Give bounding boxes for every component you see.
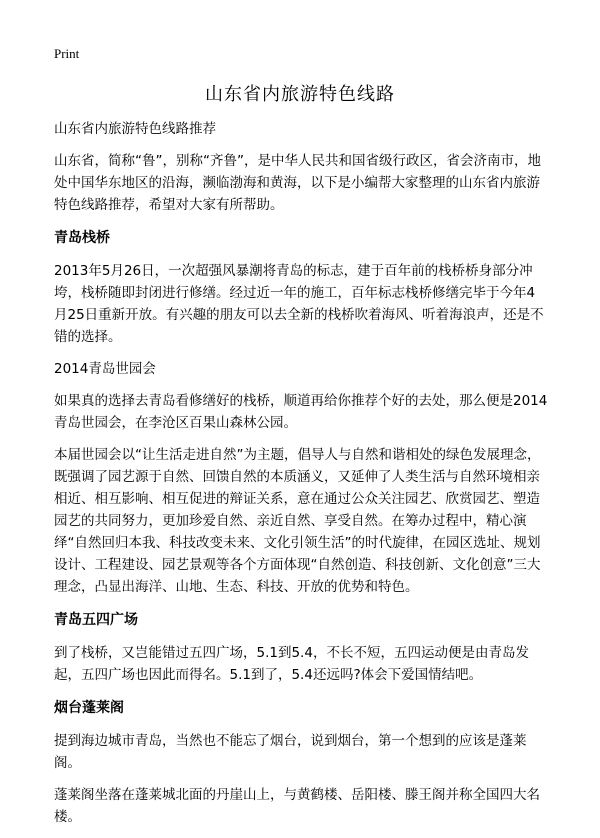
section-heading-may-fourth-square: 青岛五四广场 <box>54 612 138 628</box>
section-paragraph: 蓬莱阁坐落在蓬莱城北面的丹崖山上，与黄鹤楼、岳阳楼、滕王阁并称全国四大名楼。 <box>54 787 540 825</box>
section-paragraph: 2013年5月26日，一次超强风暴潮将青岛的标志，建于百年前的栈桥桥身部分冲垮，栈桥随即封闭进行修缮。经过近一年的施工，百年标志栈桥修缮完毕于今年4月25日重新开放。有兴趣的朋友可以去全新的栈桥吹着海风、听着海浪声，还是不错的选择。 <box>54 263 544 345</box>
print-link[interactable]: Print <box>54 46 80 61</box>
article-body <box>54 118 548 838</box>
section-heading-penglai-pavilion: 烟台蓬莱阁 <box>54 700 124 716</box>
section-heading-zhanqiao: 青岛栈桥 <box>54 230 110 246</box>
section-paragraph: 如果真的选择去青岛看修缮好的栈桥，顺道再给你推荐个好的去处，那么便是2014青岛世园会，在李沧区百果山森林公园。 <box>54 393 548 431</box>
intro-paragraph: 山东省，简称“鲁”，别称“齐鲁”，是中华人民共和国省级行政区，省会济南市，地处中国华东地区的沿海，濒临渤海和黄海，以下是小编帮大家整理的山东省内旅游特色线路推荐，希望对大家有所帮助。 <box>54 153 541 213</box>
section-paragraph: 提到海边城市青岛，当然也不能忘了烟台，说到烟台，第一个想到的应该是蓬莱阁。 <box>54 733 527 771</box>
article-subtitle: 山东省内旅游特色线路推荐 <box>54 121 216 137</box>
section-subheading-expo: 2014青岛世园会 <box>54 361 156 377</box>
page-title: 山东省内旅游特色线路 <box>205 84 395 105</box>
section-paragraph: 到了栈桥，又岂能错过五四广场，5.1到5.4，不长不短，五四运动便是由青岛发起，五四广场也因此而得名。5.1到了，5.4还远吗?体会下爱国情结吧。 <box>54 645 529 683</box>
section-paragraph: 本届世园会以“让生活走进自然”为主题，倡导人与自然和谐相处的绿色发展理念，既强调了园艺源于自然、回馈自然的本质涵义，又延伸了人类生活与自然环境相亲相近、相互影响、相互促进的辩证关系，意在通过公众关注园艺、欣赏园艺、塑造园艺的共同努力，更加珍爱自然、亲近自然、享受自然。在筹办过程中，精心演绎“自然回归本我、科技改变未来、文化引领生活”的时代旋律，在园区选址、规划设计、工程建设、园艺景观等各个方面体现“自然创造、科技创新、文化创意”三大理念，凸显出海洋、山地、生态、科技、开放的优势和特色。 <box>54 447 541 595</box>
